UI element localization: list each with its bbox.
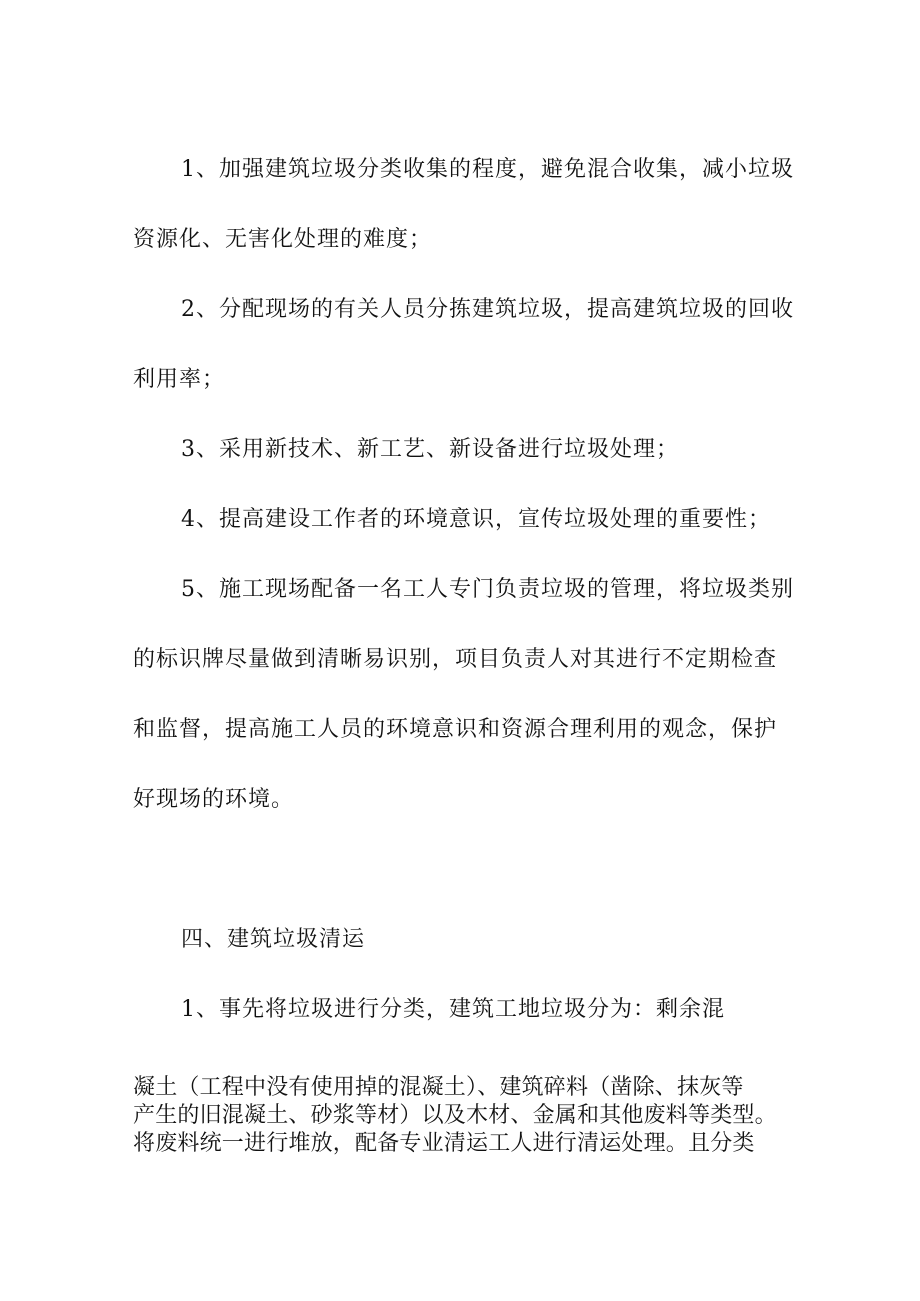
section-heading: 四、建筑垃圾清运 bbox=[181, 927, 366, 952]
paragraph-2-line-2: 利用率； bbox=[133, 367, 226, 392]
paragraph-1-line-2: 资源化、无害化处理的难度； bbox=[133, 227, 433, 252]
section-paragraph-1-line-2: 凝土（工程中没有使用掉的混凝土）、建筑碎料（凿除、抹灰等 bbox=[133, 1075, 744, 1100]
section-paragraph-1-line-1: 1、事先将垃圾进行分类，建筑工地垃圾分为：剩余混 bbox=[181, 997, 725, 1022]
paragraph-4: 4、提高建设工作者的环境意识，宣传垃圾处理的重要性； bbox=[181, 507, 771, 532]
paragraph-5-line-2: 的标识牌尽量做到清晰易识别，项目负责人对其进行不定期检查 bbox=[133, 647, 778, 672]
paragraph-3: 3、采用新技术、新工艺、新设备进行垃圾处理； bbox=[181, 437, 679, 462]
paragraph-1-line-1: 1、加强建筑垃圾分类收集的程度，避免混合收集，减小垃圾 bbox=[181, 157, 794, 182]
paragraph-5-line-3: 和监督，提高施工人员的环境意识和资源合理利用的观念，保护 bbox=[133, 717, 778, 742]
paragraph-5-line-4: 好现场的环境。 bbox=[133, 787, 295, 812]
section-paragraph-1-line-3: 产生的旧混凝土、砂浆等材）以及木材、金属和其他废料等类型。 bbox=[133, 1103, 777, 1128]
paragraph-2-line-1: 2、分配现场的有关人员分拣建筑垃圾，提高建筑垃圾的回收 bbox=[181, 297, 794, 322]
paragraph-5-line-1: 5、施工现场配备一名工人专门负责垃圾的管理，将垃圾类别 bbox=[181, 577, 794, 602]
section-paragraph-1-line-4: 将废料统一进行堆放，配备专业清运工人进行清运处理。且分类 bbox=[133, 1131, 755, 1156]
